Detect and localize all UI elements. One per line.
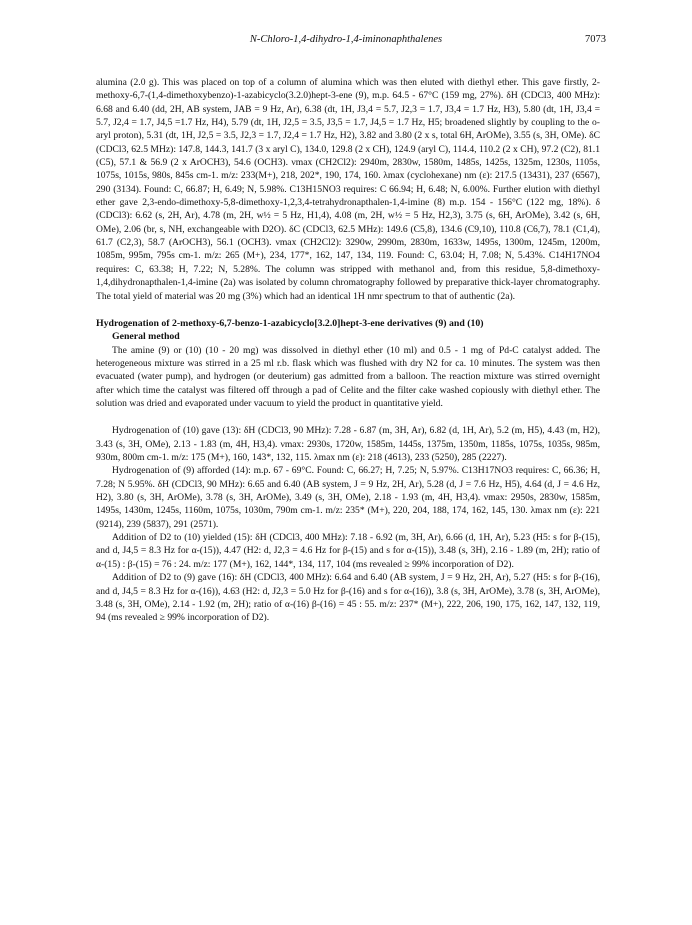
paragraph-hydrogenation-10: Hydrogenation of (10) gave (13): δH (CDCl3, 90 MHz): 7.28 - 6.87 (m, 3H, Ar), 6.82 (d, 1H, Ar), 5.2 (m, H5), 4.43 (m, H2), 3.43 (s, 3H, OMe), 2.13 - 1.83 (m, 4H, H3,4). νmax: 2930s, 1720w, 1585m, 1445s, 1375m, 1350m, 1185s, 1075s, 1035s, 985m, 930m, 800m cm-1. m/z: 175 (M+), 160, 143*, 132, 115. λmax nm (ε): 218 (4613), 233 (5250), 285 (2227).	[96, 425, 600, 464]
section-heading: Hydrogenation of 2-methoxy-6,7-benzo-1-azabicyclo[3.2.0]hept-3-ene derivatives (9) and (10)	[96, 317, 484, 329]
page-number: 7073	[585, 34, 606, 45]
running-title: N-Chloro-1,4-dihydro-1,4-iminonaphthalenes	[249, 34, 443, 45]
paragraph-hydrogenation-9: Hydrogenation of (9) afforded (14): m.p. 67 - 69°C. Found: C, 66.27; H, 7.25; N, 5.97%. C13H17NO3 requires: C, 66.36; H, 7.28; N 5.95%. δH (CDCl3, 90 MHz): 6.65 and 6.40 (AB system, J = 9 Hz, 2H, Ar), 5.28 (d, J = 7.6 Hz, H5), 4.64 (d, J = 4.6 Hz, H2), 3.80 (s, 3H, ArOMe), 3.78 (s, 3H, ArOMe), 3.49 (s, 3H, OMe), 2.18 - 1.93 (m, 4H, H3,4). νmax: 2950s, 2830w, 1585m, 1495s, 1430m, 1245s, 1160m, 1075s, 1030m, 790m cm-1. m/z: 235* (M+), 220, 204, 188, 174, 162, 145, 130. λmax nm (ε): 221 (9214), 239 (5837), 291 (2571).	[96, 465, 600, 530]
paragraph-deuteration-9: Addition of D2 to (9) gave (16): δH (CDCl3, 400 MHz): 6.64 and 6.40 (AB system, J = 9 Hz, 2H, Ar), 5.27 (H5: s for β-(16), and d, J4,5 = 8.3 Hz for α-(16)), 4.63 (H2: d, J2,3 = 5.0 Hz for β-(16) and s for α-(16)), 3.8 (s, 3H, ArOMe), 3.78 (s, 3H, ArOMe), 3.48 (s, 3H, OMe), 2.14 - 1.92 (m, 2H); ratio of α-(16) β-(16) = 45 : 55. m/z: 237* (M+), 222, 206, 190, 175, 162, 147, 132, 119, 94 (ms revealed ≥ 99% incorporation of D2).	[96, 572, 600, 624]
paragraph-elution-results: alumina (2.0 g). This was placed on top of a column of alumina which was then eluted with diethyl ether. This gave firstly, 2-methoxy-6,7-(1,4-dimethoxybenzo)-1-azabicyclo(3.2.0)hept-3-ene (9), m.p. 64.5 - 67°C (159 mg, 27%). δH (CDCl3, 400 MHz): 6.68 and 6.40 (dd, 2H, AB system, JAB = 9 Hz, Ar), 6.38 (dt, 1H, J3,4 = 5.7, J2,3 = 1.7, J3,4 = 1.7 Hz, H3), 5.80 (dt, 1H, J3,4 = 5.7, J2,4 = 1.7, J4,5 =1.7 Hz, H4), 5.79 (dt, 1H, J2,5 = 3.5, J3,5 = 1.7, J4,5 = 1.7 Hz, H5; broadened slightly by coupling to the o-aryl proton), 5.31 (dt, 1H, J2,5 = 3.5, J2,3 = 1.7, J2,4 = 1.7 Hz, H2), 3.82 and 3.80 (2 x s, total 6H, ArOMe), 3.55 (s, 3H, OMe). δC (CDCl3, 62.5 MHz): 147.8, 144.3, 141.7 (3 x aryl C), 134.0, 129.8 (2 x CH), 124.9 (aryl C), 114.4, 110.2 (2 x CH), 97.2 (C2), 81.1 (C5), 57.1 & 56.9 (2 x ArOCH3), 54.6 (OCH3). νmax (CH2Cl2): 2940m, 2830w, 1580m, 1485s, 1425s, 1325m, 1230s, 1105s, 1075s, 1015s, 980s, 845s cm-1. m/z: 233(M+), 218, 202*, 190, 174, 160. λmax (cyclohexane) nm (ε): 217.5 (13431), 237 (6567), 290 (3134). Found: C, 66.87; H, 6.49; N, 5.98%. C13H15NO3 requires: C 66.94; H, 6.48; N, 6.00%. Further elution with diethyl ether gave 2,3-endo-dimethoxy-5,8-dimethoxy-1,2,3,4-tetrahydronapthalen-1,4-imine (8) m.p. 154 - 156°C (122 mg, 18%). δ (CDCl3): 6.62 (s, 2H, Ar), 4.78 (m, 2H, w½ = 5 Hz, H1,4), 4.08 (m, 2H, w½ = 5 Hz, H2,3), 3.75 (s, 6H, ArOMe), 3.42 (s, 6H, OMe), 2.06 (br, s, NH, exchangeable with D2O). δC (CDCl3, 62.5 MHz): 149.6 (C5,8), 134.6 (C9,10), 110.8 (C6,7), 78.1 (C1,4), 61.7 (C2,3), 58.7 (ArOCH3), 56.1 (OCH3). νmax (CH2Cl2): 3290w, 2990m, 2830m, 1633w, 1495s, 1300m, 1245m, 1200m, 1085m, 995m, 795s cm-1. m/z: 265 (M+), 234, 177*, 162, 147, 134, 119. Found: C, 63.04; H, 7.08; N, 5.43%. C14H17NO4 requires: C, 63.38; H, 7.22; N, 5.28%. The column was stripped with methanol and, from this residue, 5,8-dimethoxy-1,4,dihydronapthalen-1,4-imine (2a) was isolated by column chromatography followed by preparative thick-layer chromatography. The total yield of material was 20 mg (3%) which had an identical 1H nmr spectrum to that of authentic (2a).	[96, 77, 600, 302]
paragraph-deuteration-10: Addition of D2 to (10) yielded (15): δH (CDCl3, 400 MHz): 7.18 - 6.92 (m, 3H, Ar), 6.66 (d, 1H, Ar), 5.23 (H5: s for β-(15), and d, J4,5 = 8.3 Hz for α-(15)), 4.47 (H2: d, J2,3 = 4.6 Hz for β-(15) and s for α-(15)), 3.48 (s, 3H), 2.16 - 1.89 (m, 2H); ratio of α-(15) : β-(15) = 76 : 24. m/z: 177 (M+), 162, 144*, 134, 117, 104 (ms revealed ≥ 99% incorporation of D2).	[96, 532, 600, 570]
paragraph-general-method: The amine (9) or (10) (10 - 20 mg) was dissolved in diethyl ether (10 ml) and 0.5 - 1 mg of Pd-C catalyst added. The heterogeneous mixture was stirred in a 25 ml r.b. flask which was flushed with dry N2 for ca. 10 minutes. The system was then evacuated (water pump), and hydrogen (or deuterium) gas admitted from a balloon. The reaction mixture was stirred overnight after which time the catalyst was filtered off through a pad of Celite and the filter cake washed copiously with diethyl ether. The solution was dried and evaporated under vacuum to yield the product in quantitative yield.	[96, 344, 600, 410]
article-body	[96, 76, 600, 625]
page-header	[0, 34, 692, 50]
subheading: General method	[112, 331, 180, 343]
